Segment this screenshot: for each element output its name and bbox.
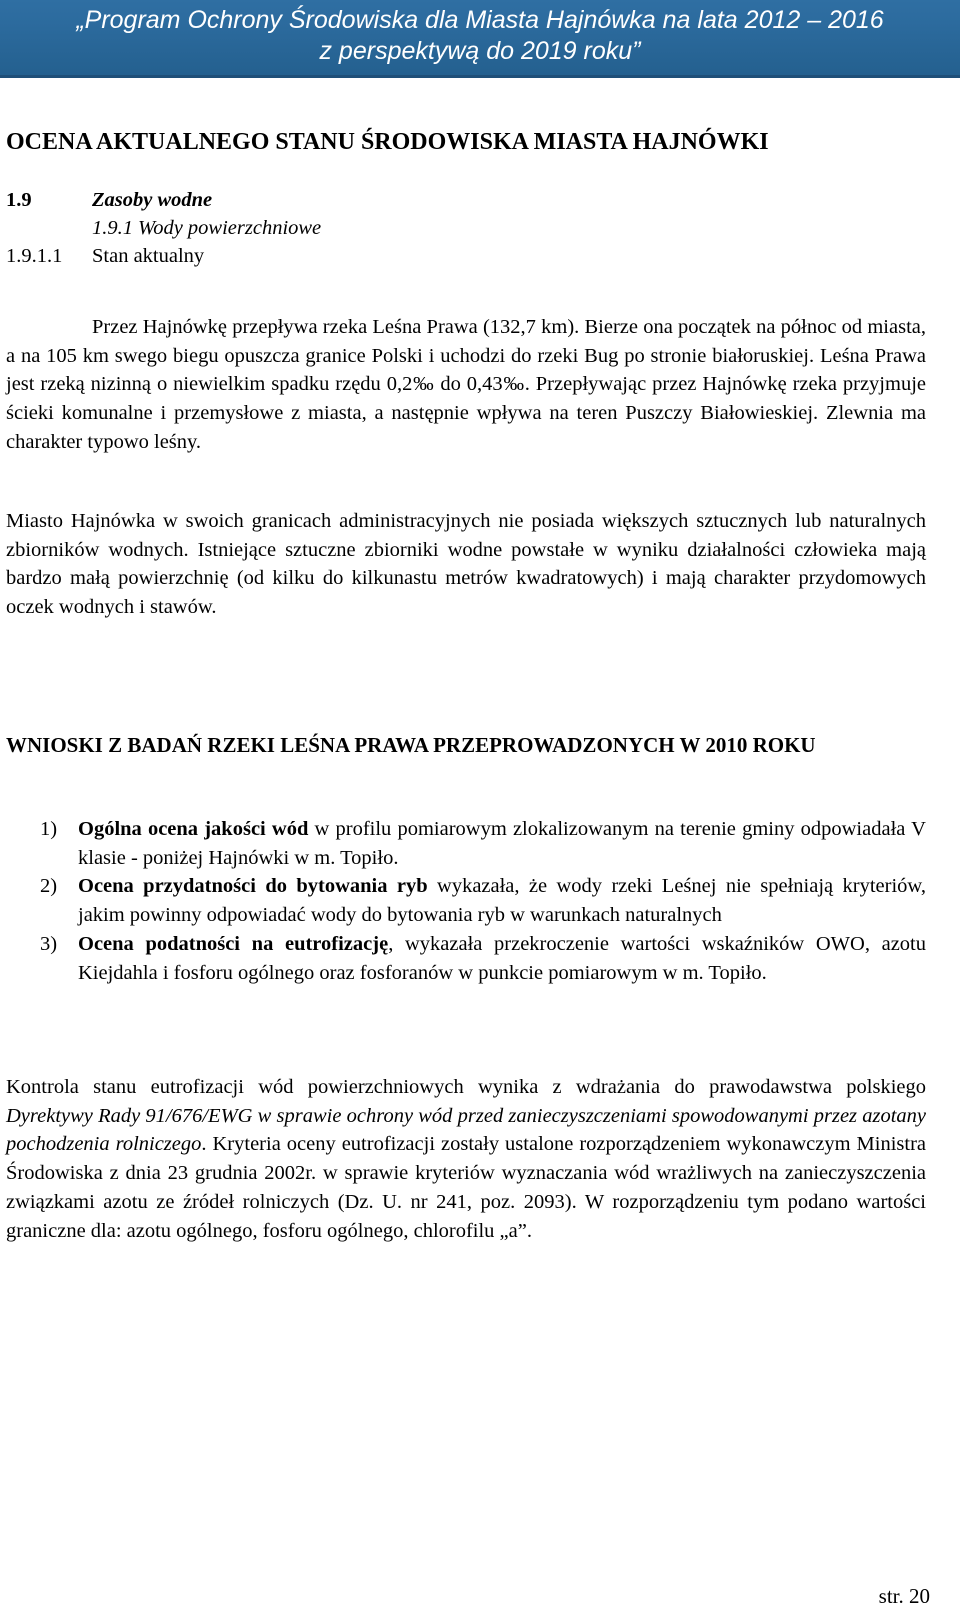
conclusion-bold-lead: Ogólna ocena jakości wód [78,818,309,840]
conclusion-text: , wykazała przekroczenie wartości wskaźników OWO, azotu Kiejdahla i fosforu ogólnego oraz fosforanów w punkcie pomiarowym w m. Topiło. [78,932,927,984]
conclusion-text: w profilu pomiarowym zlokalizowanym na terenie gminy odpowiadała V klasie - poniżej Hajnówki w m. Topiło. [78,818,926,869]
conclusion-bold-lead: Ocena podatności na eutrofizację [78,932,389,955]
heading-1-9-1-1-title: Stan aktualny [92,245,205,267]
conclusion-marker: 2) [40,875,58,898]
heading-1-9 [6,188,212,212]
heading-1-9-1 [92,216,321,240]
conclusion-marker: 1) [40,818,58,840]
conclusion-item [6,930,926,987]
paragraph-water-reservoirs: Miasto Hajnówka w swoich granicach administracyjnych nie posiada większych sztucznych lub naturalnych zbiorników wodnych. Istniejące sztuczne zbiorniki wodne powstałe w wyniku działalności człowieka mają bardzo małą powierzchnię (od kilku do kilkunastu metrów kwadratowych) i mają charakter przydomowych oczek wodnych i stawów. [6,510,926,619]
heading-1-9-1-1 [6,244,204,268]
conclusion-text: wykazała, że wody rzeki Leśnej nie spełniają kryteriów, jakim powinny odpowiadać wody do bytowania ryb w warunkach naturalnych [78,875,926,927]
conclusion-item [6,872,926,929]
paragraph-tail-text: . Kryteria oceny eutrofizacji zostały ustalone rozporządzeniem wykonawczym Ministra Środowiska z dnia 23 grudnia 2002r. w sprawie kryteriów wyznaczania wód wrażliwych na zanieczyszczenia związkami azotu ze źródeł rolniczych (Dz. U. nr 241, poz. 2093). W rozporządzeniu tym podano wartości graniczne dla: azotu ogólnego, fosforu ogólnego, chlorofilu „a”. [6,1133,927,1242]
heading-1-9-1-title: Wody powierzchniowe [138,217,322,239]
paragraph-river-description: Przez Hajnówkę przepływa rzeka Leśna Prawa (132,7 km). Bierze ona początek na północ od miasta, a na 105 km swego biegu opuszcza granice Polski i uchodzi do rzeki Bug po stronie białoruskiej. Leśna Prawa jest rzeką nizinną o niewielkim spadku rzędu 0,2‰ do 0,43‰. Przepływając przez Hajnówkę rzeka przyjmuje ścieki komunalne i przemysłowe z miasta, a następnie wpływa na teren Puszczy Białowieskiej. Zlewnia ma charakter typowo leśny. [6,316,926,453]
section-title-conclusions: WNIOSKI Z BADAŃ RZEKI LEŚNA PRAWA PRZEPROWADZONYCH W 2010 ROKU [6,733,816,757]
header-banner [0,0,960,78]
paragraph-lead-text: Kontrola stanu eutrofizacji wód powierzchniowych wynika z wdrażania do prawodawstwa polskiego [6,1076,926,1098]
header-title-line-1: „Program Ochrony Środowiska dla Miasta Hajnówka na lata 2012 – 2016 [76,6,884,34]
main-title: OCENA AKTUALNEGO STANU ŚRODOWISKA MIASTA HAJNÓWKI [6,129,769,155]
heading-1-9-1-1-number: 1.9.1.1 [6,245,63,267]
conclusion-item [6,815,926,872]
heading-1-9-number: 1.9 [6,189,32,211]
conclusions-list [6,815,926,987]
conclusion-bold-lead: Ocena przydatności do bytowania ryb [78,875,428,898]
page-number: str. 20 [878,1584,930,1608]
paragraph-eutrophication-control [6,1073,926,1245]
heading-1-9-title: Zasoby wodne [92,189,213,211]
heading-1-9-1-number: 1.9.1 [92,217,133,239]
conclusion-marker: 3) [40,932,58,955]
header-title-line-2: z perspektywą do 2019 roku” [319,37,641,65]
directive-title: Dyrektywy Rady 91/676/EWG w sprawie ochrony wód przed zanieczyszczeniami spowodowanymi przez azotany pochodzenia rolniczego [6,1104,926,1156]
